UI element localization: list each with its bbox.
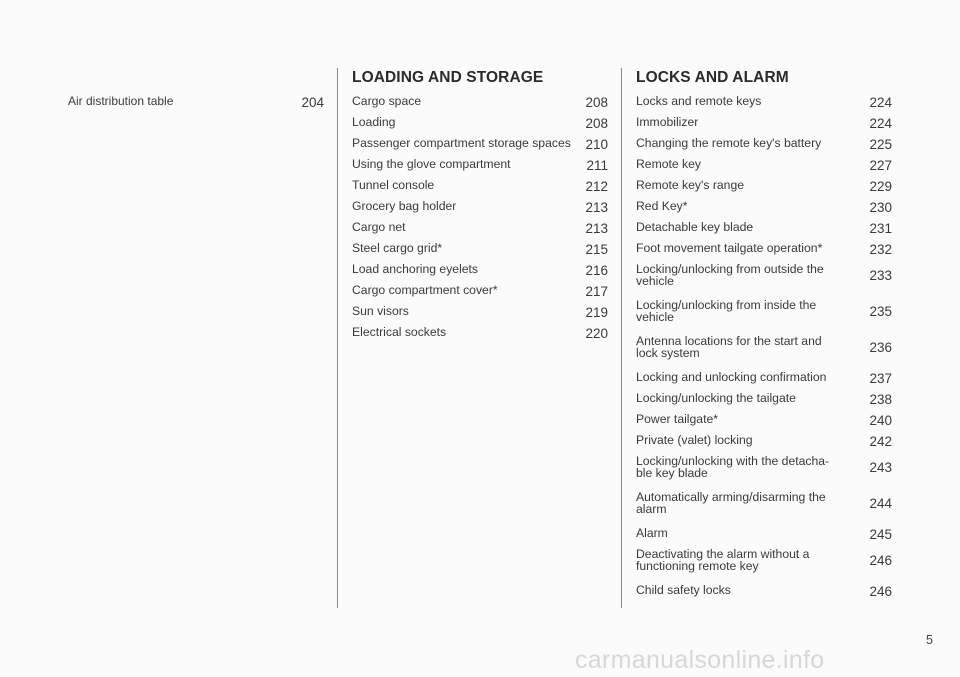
toc-entry[interactable] [352, 325, 608, 346]
toc-entry-page: 224 [869, 116, 892, 131]
toc-entry-page: 210 [585, 137, 608, 152]
toc-entry-title: Load anchoring eyelets [352, 262, 479, 276]
toc-entry-page: 242 [869, 434, 892, 449]
watermark: carmanualsonline.info [575, 646, 825, 674]
toc-entry[interactable] [636, 115, 892, 136]
toc-entry[interactable] [636, 220, 892, 241]
toc-entry-title: Changing the remote key's battery [636, 136, 822, 150]
toc-entry-title: Cargo space [352, 94, 422, 108]
toc-entry[interactable] [352, 283, 608, 304]
toc-entry-page: 246 [869, 584, 892, 599]
toc-entry[interactable] [636, 334, 892, 370]
toc-entry-title: Remote key [636, 157, 702, 171]
toc-entry-title: Private (valet) locking [636, 433, 753, 447]
toc-entry[interactable] [68, 94, 324, 111]
toc-entry-title: Red Key* [636, 199, 688, 213]
toc-entry[interactable] [352, 199, 608, 220]
toc-entry-page: 232 [869, 242, 892, 257]
toc-entry-page: 213 [585, 200, 608, 215]
toc-entry[interactable] [636, 262, 892, 298]
toc-entry-page: 215 [585, 242, 608, 257]
toc-entry[interactable] [352, 136, 608, 157]
toc-entry-page: 235 [869, 304, 892, 319]
toc-entry-page: 238 [869, 392, 892, 407]
toc-entry-page: 219 [585, 305, 608, 320]
toc-entry[interactable] [636, 94, 892, 115]
toc-entry-title: Cargo net [352, 220, 406, 234]
toc-entry-title: Loading [352, 115, 396, 129]
toc-entry[interactable] [636, 370, 892, 391]
column-divider [337, 68, 338, 608]
toc-entry[interactable] [352, 262, 608, 283]
toc-entry-title: Deactivating the alarm without a functioning remote key [636, 547, 810, 573]
section-heading: LOCKS AND ALARM [636, 69, 789, 86]
toc-entry-page: 225 [869, 137, 892, 152]
toc-entry-title: Using the glove compartment [352, 157, 511, 171]
toc-entry-title: Locking/unlocking from inside the vehicle [636, 298, 817, 324]
toc-entry[interactable] [636, 241, 892, 262]
toc-entry[interactable] [636, 454, 892, 490]
toc-entry-title: Locking/unlocking with the detacha- ble key blade [636, 454, 830, 480]
toc-entry[interactable] [636, 547, 892, 583]
toc-entry-page: 243 [869, 460, 892, 475]
toc-entry-page: 213 [585, 221, 608, 236]
toc-entry-title: Locking/unlocking from outside the vehicle [636, 262, 824, 288]
toc-entry-page: 240 [869, 413, 892, 428]
toc-entry[interactable] [352, 241, 608, 262]
toc-entry-page: 231 [869, 221, 892, 236]
toc-entry-title: Antenna locations for the start and lock system [636, 334, 822, 360]
toc-entry-title: Detachable key blade [636, 220, 754, 234]
toc-entry-title: Sun visors [352, 304, 409, 318]
toc-entry-page: 224 [869, 95, 892, 110]
toc-entry-title: Grocery bag holder [352, 199, 457, 213]
toc-entry-title: Air distribution table [68, 94, 174, 108]
toc-entry[interactable] [636, 178, 892, 199]
toc-entry-title: Locking/unlocking the tailgate [636, 391, 796, 405]
toc-entry-page: 208 [585, 95, 608, 110]
toc-entry[interactable] [636, 526, 892, 547]
toc-entry[interactable] [352, 220, 608, 241]
toc-entry-page: 227 [869, 158, 892, 173]
toc-entry-title: Steel cargo grid* [352, 241, 443, 255]
toc-entry-page: 216 [585, 263, 608, 278]
toc-entry-page: 230 [869, 200, 892, 215]
toc-entry-page: 208 [585, 116, 608, 131]
toc-entry-title: Automatically arming/disarming the alarm [636, 490, 826, 516]
toc-entry[interactable] [636, 298, 892, 334]
toc-entry[interactable] [636, 199, 892, 220]
toc-entry-title: Locking and unlocking confirmation [636, 370, 827, 384]
toc-entry-page: 237 [869, 371, 892, 386]
toc-entry-title: Cargo compartment cover* [352, 283, 498, 297]
toc-entry-page: 220 [585, 326, 608, 341]
toc-entry[interactable] [636, 433, 892, 454]
toc-entry-page: 204 [301, 95, 324, 110]
toc-entry[interactable] [636, 157, 892, 178]
toc-entry-title: Immobilizer [636, 115, 699, 129]
toc-entry-title: Alarm [636, 526, 668, 540]
toc-entry-page: 245 [869, 527, 892, 542]
toc-entry[interactable] [352, 157, 608, 178]
toc-entry-page: 244 [869, 496, 892, 511]
toc-entry-title: Foot movement tailgate operation* [636, 241, 823, 255]
toc-entry[interactable] [352, 94, 608, 115]
toc-entry-page: 217 [585, 284, 608, 299]
toc-entry[interactable] [636, 412, 892, 433]
toc-entry-page: 246 [869, 553, 892, 568]
toc-entry-title: Tunnel console [352, 178, 435, 192]
toc-entry-title: Passenger compartment storage spaces [352, 136, 571, 150]
section-heading: LOADING AND STORAGE [352, 69, 544, 86]
toc-entry-title: Locks and remote keys [636, 94, 762, 108]
toc-entry[interactable] [636, 136, 892, 157]
toc-column-previous [68, 94, 324, 111]
toc-entry-title: Power tailgate* [636, 412, 718, 426]
toc-entry[interactable] [636, 583, 892, 604]
toc-entry[interactable] [352, 178, 608, 199]
toc-entry-page: 211 [586, 158, 608, 173]
toc-entry-page: 212 [585, 179, 608, 194]
toc-entry-title: Child safety locks [636, 583, 731, 597]
toc-entry-page: 236 [869, 340, 892, 355]
toc-entry-title: Remote key's range [636, 178, 745, 192]
toc-entry[interactable] [636, 490, 892, 526]
toc-entry-title: Electrical sockets [352, 325, 447, 339]
toc-entry[interactable] [352, 304, 608, 325]
toc-entry-page: 233 [869, 268, 892, 283]
toc-column-locks-alarm [636, 68, 892, 604]
page-number: 5 [926, 633, 933, 647]
toc-entry[interactable] [636, 391, 892, 412]
toc-entry-page: 229 [869, 179, 892, 194]
toc-entry[interactable] [352, 115, 608, 136]
column-divider [621, 68, 622, 608]
toc-column-loading-storage [352, 68, 608, 346]
